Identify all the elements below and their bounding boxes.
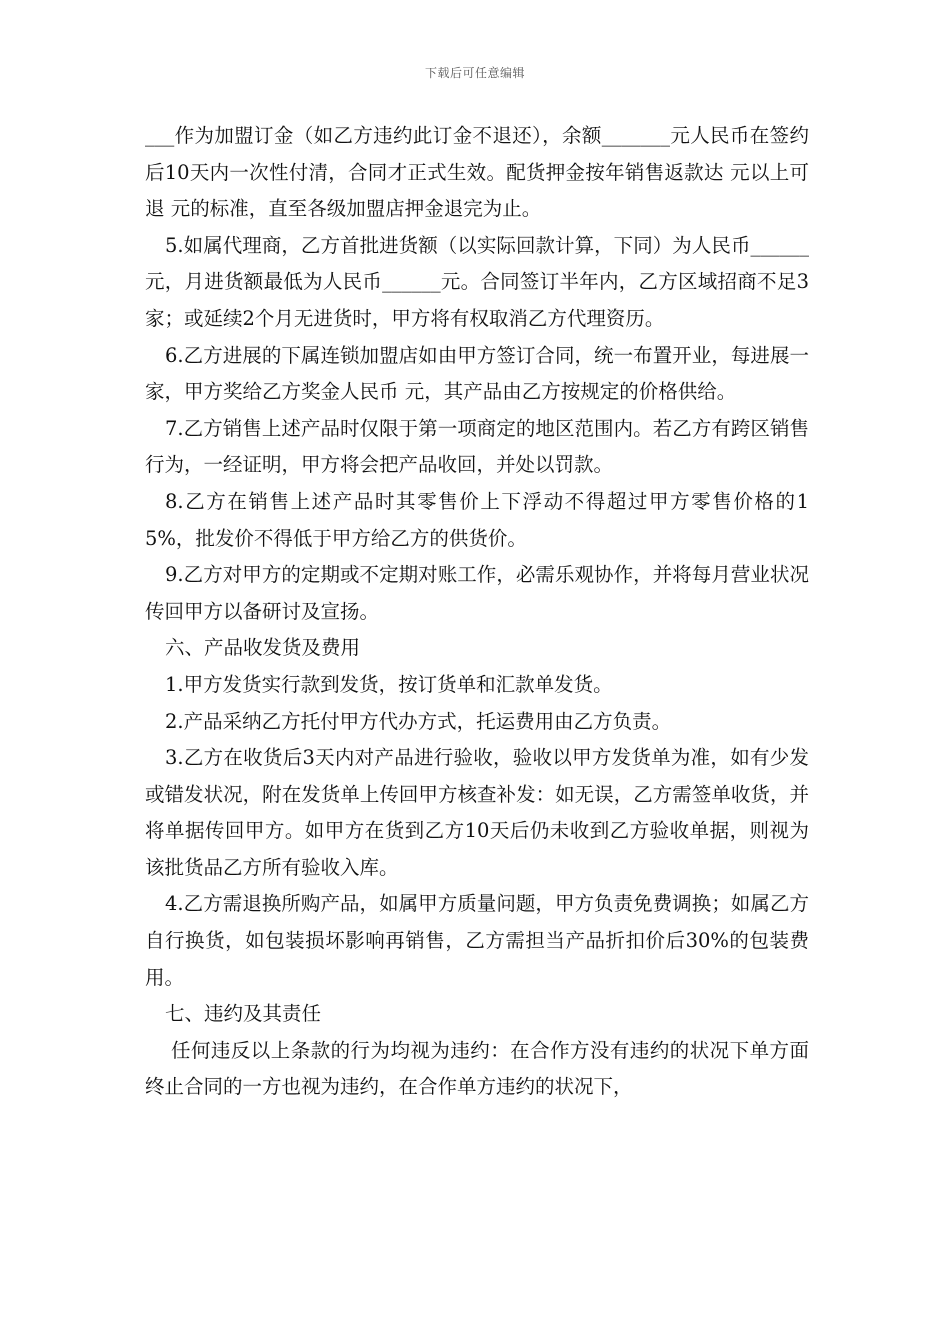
paragraph-clause-6: 6.乙方进展的下属连锁加盟店如由甲方签订合同，统一布置开业，每进展一家，甲方奖给乙方奖金人民币 元，其产品由乙方按规定的价格供给。 [145, 343, 809, 404]
document-body [145, 118, 809, 1106]
paragraph-deposit-terms: ___作为加盟订金（如乙方违约此订金不退还），余额_______元人民币在签约后10天内一次性付清，合同才正式生效。配货押金按年销售返款达 元以上可退 元的标准，直至各级加盟店押金退完为止。 [145, 124, 809, 221]
paragraph-clause-9: 9.乙方对甲方的定期或不定期对账工作，必需乐观协作，并将每月营业状况传回甲方以备研讨及宣扬。 [145, 563, 809, 623]
section-heading-6: 六、产品收发货及费用 [165, 636, 361, 660]
paragraph-clause-8: 8.乙方在销售上述产品时其零售价上下浮动不得超过甲方零售价格的15%，批发价不得低于甲方给乙方的供货价。 [145, 489, 809, 550]
paragraph-breach-terms: 任何违反以上条款的行为均视为违约：在合作方没有违约的状况下单方面终止合同的一方也视为违约，在合作单方违约的状况下， [145, 1038, 809, 1099]
page-header: 下载后可任意编辑 [424, 66, 525, 80]
paragraph-section6-item-3: 3.乙方在收货后3天内对产品进行验收，验收以甲方发货单为准，如有少发或错发状况，附在发货单上传回甲方核查补发：如无误，乙方需签单收货，并将单据传回甲方。如甲方在货到乙方10天后仍未收到乙方验收单据，则视为该批货品乙方所有验收入库。 [145, 746, 809, 879]
paragraph-section6-item-1: 1.甲方发货实行款到发货，按订货单和汇款单发货。 [165, 672, 613, 696]
paragraph-clause-7: 7.乙方销售上述产品时仅限于第一项商定的地区范围内。若乙方有跨区销售行为，一经证明，甲方将会把产品收回，并处以罚款。 [145, 416, 809, 477]
section-heading-7: 七、违约及其责任 [165, 1002, 322, 1026]
paragraph-clause-5: 5.如属代理商，乙方首批进货额（以实际回款计算，下同）为人民币______元，月进货额最低为人民币______元。合同签订半年内，乙方区域招商不足3家；或延续2个月无进货时，甲方将有权取消乙方代理资历。 [145, 233, 809, 330]
paragraph-section6-item-4: 4.乙方需退换所购产品，如属甲方质量问题，甲方负责免费调换；如属乙方自行换货，如包装损坏影响再销售，乙方需担当产品折扣价后30%的包装费用。 [145, 892, 809, 989]
paragraph-section6-item-2: 2.产品采纳乙方托付甲方代办方式，托运费用由乙方负责。 [165, 709, 672, 733]
